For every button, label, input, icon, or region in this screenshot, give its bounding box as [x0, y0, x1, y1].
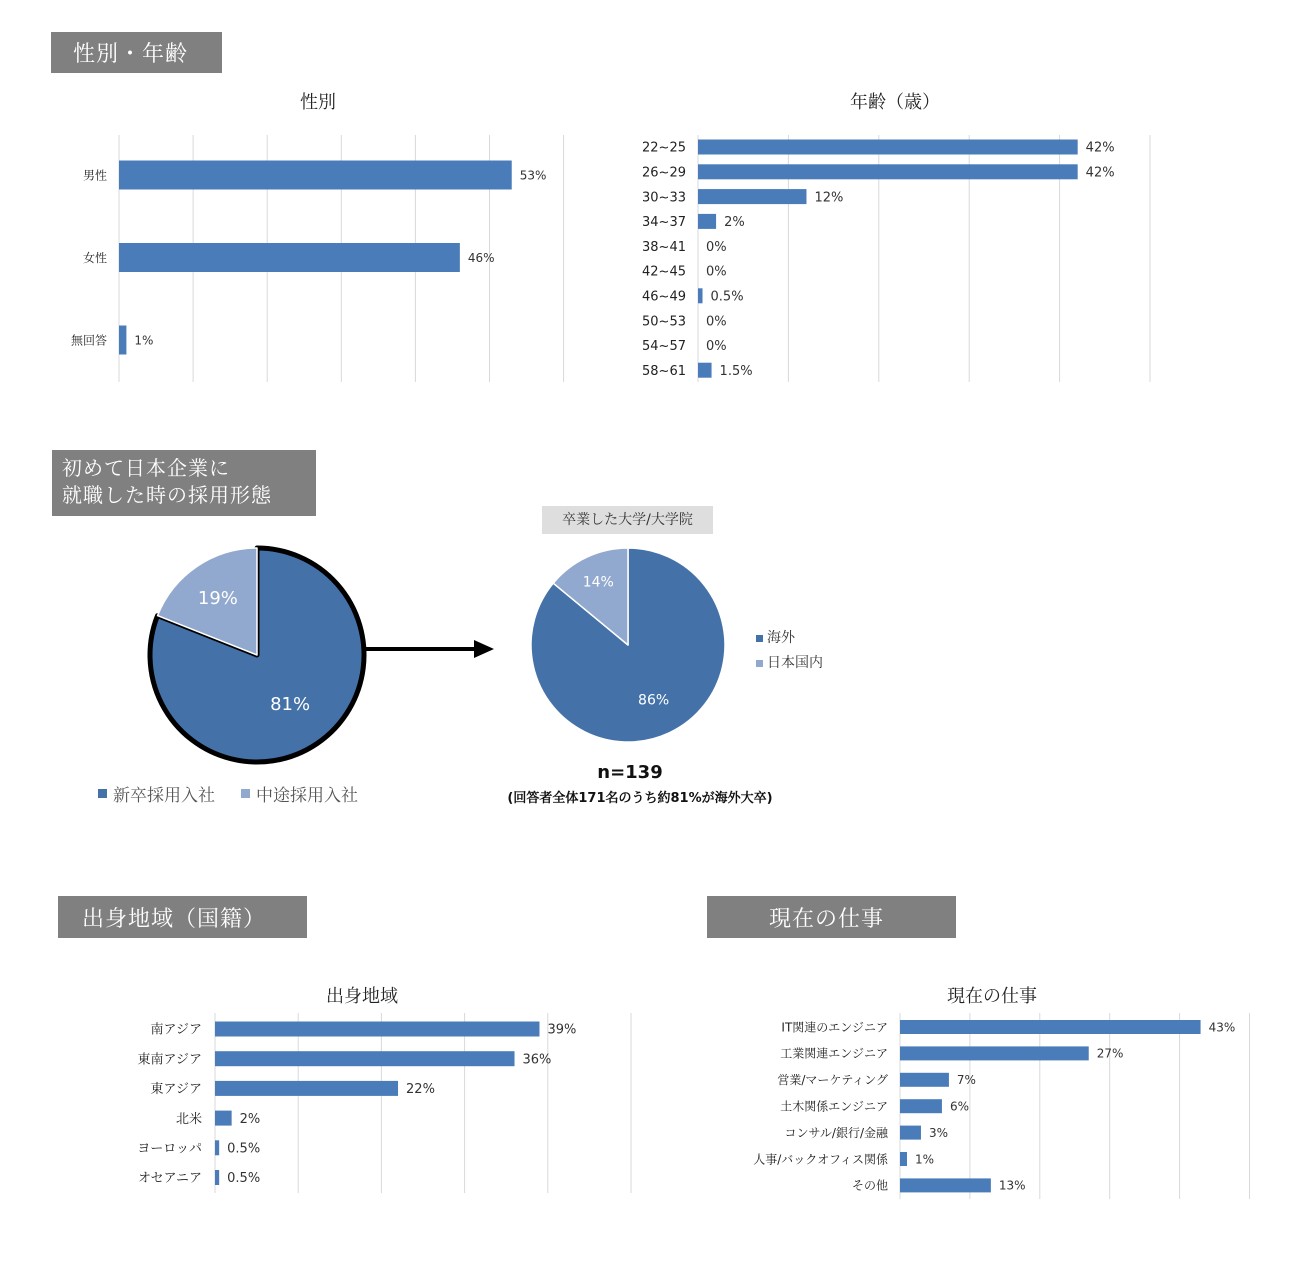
category-label: 東南アジア — [137, 1052, 202, 1068]
category-label: 工業関連エンジニア — [780, 1046, 888, 1061]
chart-title-gender: 性別 — [300, 92, 336, 113]
university-caption: 卒業した大学/大学院 — [542, 506, 713, 534]
chart-title-age: 年齢（歳） — [850, 92, 940, 113]
data-label: 86% — [638, 692, 670, 709]
bar — [119, 161, 512, 190]
section-header-text: 現在の仕事 — [769, 906, 885, 932]
section-header-line-1: 初めて日本企業に — [62, 456, 230, 480]
pie-chart-hiring — [150, 548, 364, 762]
category-label: 営業/マーケティング — [777, 1073, 888, 1088]
bar — [900, 1099, 942, 1113]
category-label: 54~57 — [642, 339, 686, 355]
data-label: 6% — [949, 1099, 969, 1114]
data-label: 2% — [239, 1111, 261, 1127]
data-label: 1.5% — [719, 363, 753, 379]
data-label: 81% — [270, 693, 311, 715]
data-label: 1% — [914, 1152, 935, 1167]
data-label: 3% — [928, 1125, 949, 1140]
bar — [900, 1073, 949, 1087]
bar — [698, 140, 1078, 155]
bar — [215, 1081, 398, 1096]
data-label: 7% — [956, 1073, 976, 1088]
category-label: 人事/バックオフィス関係 — [753, 1152, 888, 1167]
category-label: オセアニア — [138, 1171, 202, 1187]
category-label: その他 — [851, 1178, 888, 1193]
bar — [900, 1020, 1201, 1034]
data-label: 0% — [706, 239, 727, 255]
bar — [215, 1170, 219, 1185]
legend-label: 中途採用入社 — [256, 786, 358, 806]
sample-size-label: n=139 — [597, 762, 663, 783]
legend-label: 新卒採用入社 — [113, 786, 215, 806]
category-label: 22~25 — [642, 140, 686, 156]
section-header-text: 出身地域（国籍） — [82, 906, 267, 932]
data-label: 0% — [706, 314, 727, 330]
category-label: 女性 — [82, 250, 107, 265]
category-label: 46~49 — [642, 289, 686, 305]
data-label: 0.5% — [227, 1171, 261, 1187]
category-label: 38~41 — [642, 239, 686, 255]
legend-label: 日本国内 — [767, 655, 823, 671]
data-label: 46% — [467, 250, 495, 265]
data-label: 0% — [706, 264, 727, 280]
data-label: 39% — [547, 1022, 577, 1038]
bar-chart-gender — [71, 135, 564, 382]
category-label: 北米 — [175, 1111, 202, 1127]
bar-chart-origin — [137, 1013, 631, 1193]
category-label: 50~53 — [642, 314, 686, 330]
data-label: 0% — [706, 339, 727, 355]
data-label: 13% — [998, 1178, 1026, 1193]
bar — [900, 1126, 921, 1140]
bar — [698, 288, 703, 303]
category-label: 東アジア — [150, 1082, 202, 1098]
arrow-head — [474, 640, 494, 658]
category-label: 男性 — [82, 168, 107, 183]
category-label: 30~33 — [642, 190, 686, 206]
bar — [215, 1140, 219, 1155]
category-label: 26~29 — [642, 165, 686, 181]
category-label: コンサル/銀行/金融 — [784, 1125, 888, 1140]
data-label: 22% — [406, 1082, 435, 1098]
bar-chart-job — [753, 1013, 1249, 1199]
chart-title-job: 現在の仕事 — [947, 986, 1037, 1007]
data-label: 2% — [724, 215, 745, 231]
bar — [900, 1046, 1089, 1060]
data-label: 14% — [582, 574, 614, 591]
category-label: 42~45 — [642, 264, 686, 280]
bar — [698, 189, 806, 204]
sample-note: (回答者全体171名のうち約81%が海外大卒) — [507, 791, 773, 806]
bar — [900, 1178, 991, 1192]
bar — [215, 1022, 539, 1037]
data-label: 27% — [1096, 1046, 1124, 1061]
data-label: 53% — [519, 168, 547, 183]
category-label: 58~61 — [642, 363, 686, 379]
category-label: IT関連のエンジニア — [781, 1020, 888, 1035]
section-header-line-2: 就職した時の採用形態 — [62, 483, 272, 507]
data-label: 0.5% — [710, 289, 744, 305]
category-label: 南アジア — [150, 1022, 202, 1038]
bar — [119, 243, 460, 272]
bar — [698, 164, 1078, 179]
bar-chart-age — [642, 135, 1150, 382]
bar — [698, 214, 716, 229]
legend-label: 海外 — [767, 630, 795, 646]
bar — [698, 363, 712, 378]
data-label: 1% — [134, 333, 154, 348]
category-label: 34~37 — [642, 215, 686, 231]
data-label: 12% — [814, 190, 844, 206]
data-label: 36% — [522, 1052, 552, 1068]
bar — [215, 1111, 232, 1126]
data-label: 19% — [197, 587, 238, 609]
bar — [119, 326, 126, 355]
category-label: 無回答 — [70, 333, 107, 348]
data-label: 0.5% — [227, 1141, 261, 1157]
section-header-text: 性別・年齢 — [73, 42, 189, 67]
data-label: 42% — [1085, 140, 1115, 156]
chart-title-origin: 出身地域 — [326, 986, 398, 1007]
pie-chart-university — [531, 548, 725, 742]
bar — [900, 1152, 907, 1166]
category-label: 土木関係エンジニア — [780, 1099, 888, 1114]
data-label: 42% — [1085, 165, 1115, 181]
data-label: 43% — [1208, 1020, 1236, 1035]
category-label: ヨーロッパ — [137, 1141, 202, 1157]
bar — [215, 1051, 515, 1066]
